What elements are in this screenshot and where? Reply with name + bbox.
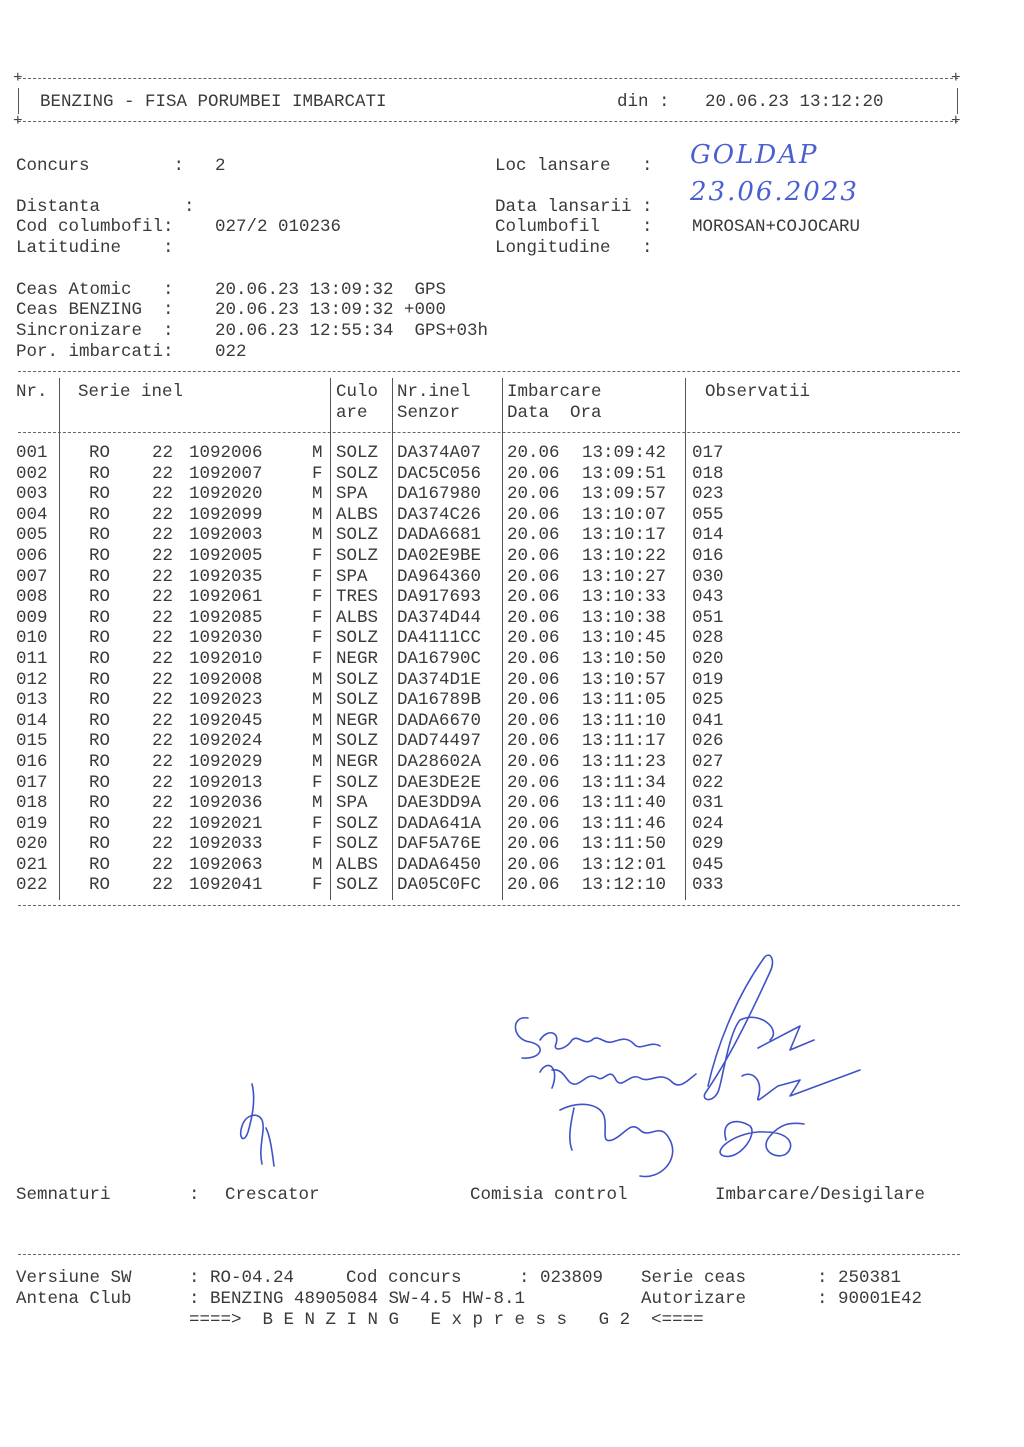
row-nr: 011: [16, 648, 48, 669]
ring-year: 22: [152, 607, 174, 628]
header-nr: Nr.: [16, 382, 48, 402]
observation: 022: [692, 772, 724, 793]
ring-country: RO: [89, 854, 111, 875]
observation: 020: [692, 648, 724, 669]
pigeon-color: SOLZ: [336, 875, 379, 896]
sensor-id: DAE3DE2E: [397, 772, 482, 793]
pigeon-color: SOLZ: [336, 525, 379, 546]
pigeon-color: SOLZ: [336, 669, 379, 690]
pigeon-sex: F: [312, 607, 323, 628]
cod-concurs-value: : 023809: [519, 1268, 604, 1288]
ring-year: 22: [152, 834, 174, 855]
embark-time: 13:11:34: [582, 772, 667, 793]
ring-year: 22: [152, 443, 174, 463]
row-nr: 004: [16, 504, 48, 525]
embark-time: 13:10:27: [582, 566, 667, 587]
embark-time: 13:09:57: [582, 484, 667, 505]
distanta-label: Distanta :: [16, 197, 195, 217]
ring-year: 22: [152, 772, 174, 793]
ring-number: 1092024: [189, 731, 263, 752]
embark-time: 13:12:01: [582, 854, 667, 875]
header-serie-inel: Serie inel: [78, 382, 184, 402]
pigeon-sex: M: [312, 525, 323, 546]
ceas-benzing-value: 20.06.23 13:09:32 +000: [215, 300, 447, 320]
embark-time: 13:11:46: [582, 813, 667, 834]
ring-year: 22: [152, 731, 174, 752]
embark-date: 20.06: [507, 731, 560, 752]
pigeon-sex: F: [312, 545, 323, 566]
ring-country: RO: [89, 690, 111, 711]
benzing-banner: ====> B E N Z I N G E x p r e s s G 2 <====: [189, 1310, 704, 1330]
embark-time: 13:11:40: [582, 793, 667, 814]
embark-date: 20.06: [507, 443, 560, 463]
ring-year: 22: [152, 545, 174, 566]
embark-time: 13:11:50: [582, 834, 667, 855]
pigeon-color: ALBS: [336, 607, 379, 628]
ring-country: RO: [89, 731, 111, 752]
observation: 017: [692, 443, 724, 463]
pigeon-color: SOLZ: [336, 463, 379, 484]
ring-number: 1092085: [189, 607, 263, 628]
embark-date: 20.06: [507, 525, 560, 546]
observation: 027: [692, 751, 724, 772]
header-nr-inel: Nr.inel: [397, 382, 471, 402]
observation: 055: [692, 504, 724, 525]
row-nr: 018: [16, 793, 48, 814]
row-nr: 010: [16, 628, 48, 649]
ring-number: 1092006: [189, 443, 263, 463]
observation: 030: [692, 566, 724, 587]
sensor-id: DA28602A: [397, 751, 482, 772]
sensor-id: DA917693: [397, 587, 482, 608]
por-imbarcati-label: Por. imbarcati:: [16, 342, 174, 362]
embark-date: 20.06: [507, 813, 560, 834]
ceas-atomic-value: 20.06.23 13:09:32 GPS: [215, 280, 447, 300]
ring-number: 1092020: [189, 484, 263, 505]
observation: 023: [692, 484, 724, 505]
ring-country: RO: [89, 607, 111, 628]
pigeon-sex: F: [312, 772, 323, 793]
pigeon-sex: F: [312, 834, 323, 855]
cod-columbofil-value: 027/2 010236: [215, 217, 342, 237]
embark-time: 13:10:38: [582, 607, 667, 628]
din-label: din :: [617, 92, 670, 112]
ring-number: 1092099: [189, 504, 263, 525]
pigeon-color: SOLZ: [336, 731, 379, 752]
embark-date: 20.06: [507, 463, 560, 484]
observation: 019: [692, 669, 724, 690]
ring-number: 1092041: [189, 875, 263, 896]
row-nr: 020: [16, 834, 48, 855]
loc-lansare-handwritten: GOLDAP: [690, 140, 819, 170]
pigeon-sex: F: [312, 566, 323, 587]
ring-country: RO: [89, 793, 111, 814]
concurs-label: Concurs :: [16, 156, 185, 176]
ring-number: 1092021: [189, 813, 263, 834]
sincronizare-label: Sincronizare :: [16, 321, 174, 341]
ring-number: 1092003: [189, 525, 263, 546]
ring-number: 1092007: [189, 463, 263, 484]
row-nr: 009: [16, 607, 48, 628]
ring-country: RO: [89, 772, 111, 793]
pigeon-sex: F: [312, 463, 323, 484]
observation: 016: [692, 545, 724, 566]
observation: 025: [692, 690, 724, 711]
embark-date: 20.06: [507, 628, 560, 649]
observation: 014: [692, 525, 724, 546]
ring-year: 22: [152, 566, 174, 587]
ring-year: 22: [152, 793, 174, 814]
header-imbarcare: Imbarcare: [507, 382, 602, 402]
ring-number: 1092061: [189, 587, 263, 608]
concurs-value: 2: [215, 156, 226, 176]
pigeon-sex: M: [312, 443, 323, 463]
row-nr: 021: [16, 854, 48, 875]
pigeon-sex: F: [312, 875, 323, 896]
ring-number: 1092005: [189, 545, 263, 566]
embark-date: 20.06: [507, 484, 560, 505]
pigeon-color: TRES: [336, 587, 379, 608]
ring-country: RO: [89, 875, 111, 896]
pigeon-sex: F: [312, 587, 323, 608]
ring-number: 1092045: [189, 710, 263, 731]
pigeon-color: SPA: [336, 566, 368, 587]
pigeon-sex: M: [312, 669, 323, 690]
versiune-label: Versiune SW: [16, 1268, 132, 1288]
embark-time: 13:11:23: [582, 751, 667, 772]
ring-country: RO: [89, 525, 111, 546]
embark-time: 13:09:42: [582, 443, 667, 463]
embark-date: 20.06: [507, 669, 560, 690]
embark-date: 20.06: [507, 545, 560, 566]
ring-year: 22: [152, 690, 174, 711]
embark-date: 20.06: [507, 648, 560, 669]
embark-date: 20.06: [507, 690, 560, 711]
row-nr: 002: [16, 463, 48, 484]
observation: 033: [692, 875, 724, 896]
row-nr: 012: [16, 669, 48, 690]
sincronizare-value: 20.06.23 12:55:34 GPS+03h: [215, 321, 489, 341]
corner-mark: +: [951, 112, 961, 130]
cod-columbofil-label: Cod columbofil:: [16, 217, 174, 237]
embark-time: 13:10:07: [582, 504, 667, 525]
antena-label: Antena Club: [16, 1289, 132, 1309]
observation: 024: [692, 813, 724, 834]
header-data-ora: Data Ora: [507, 403, 602, 423]
versiune-value: : RO-04.24: [189, 1268, 295, 1288]
pigeon-sex: M: [312, 710, 323, 731]
header-culoare: Culo: [336, 382, 379, 402]
observation: 026: [692, 731, 724, 752]
pigeon-color: ALBS: [336, 504, 379, 525]
ring-year: 22: [152, 463, 174, 484]
ring-number: 1092033: [189, 834, 263, 855]
pigeon-color: SOLZ: [336, 690, 379, 711]
embark-date: 20.06: [507, 710, 560, 731]
observation: 051: [692, 607, 724, 628]
embark-date: 20.06: [507, 751, 560, 772]
embark-date: 20.06: [507, 854, 560, 875]
ring-year: 22: [152, 813, 174, 834]
embark-date: 20.06: [507, 875, 560, 896]
embark-date: 20.06: [507, 504, 560, 525]
pigeon-color: SOLZ: [336, 628, 379, 649]
ring-year: 22: [152, 628, 174, 649]
document-title: BENZING - FISA PORUMBEI IMBARCATI: [40, 92, 387, 112]
observation: 031: [692, 793, 724, 814]
sensor-id: DA4111CC: [397, 628, 482, 649]
pigeon-color: SOLZ: [336, 545, 379, 566]
pigeon-sex: M: [312, 504, 323, 525]
loc-lansare-label: Loc lansare :: [495, 156, 653, 176]
imbarcare-desigilare-label: Imbarcare/Desigilare: [715, 1185, 926, 1205]
corner-mark: +: [13, 69, 23, 87]
header-senzor: Senzor: [397, 403, 461, 423]
embark-date: 20.06: [507, 587, 560, 608]
pigeon-color: SOLZ: [336, 443, 379, 463]
ring-number: 1092010: [189, 648, 263, 669]
observation: 041: [692, 710, 724, 731]
sensor-id: DAF5A76E: [397, 834, 482, 855]
data-lansarii-label: Data lansarii :: [495, 197, 653, 217]
sensor-id: DAC5C056: [397, 463, 482, 484]
semnaturi-label: Semnaturi: [16, 1185, 111, 1205]
pigeon-color: NEGR: [336, 648, 379, 669]
ring-country: RO: [89, 587, 111, 608]
pigeon-sex: M: [312, 854, 323, 875]
ring-year: 22: [152, 587, 174, 608]
row-nr: 003: [16, 484, 48, 505]
ring-country: RO: [89, 504, 111, 525]
ring-number: 1092030: [189, 628, 263, 649]
row-nr: 001: [16, 443, 48, 463]
antena-value: : BENZING 48905084 SW-4.5 HW-8.1: [189, 1289, 526, 1309]
autorizare-label: Autorizare: [641, 1289, 747, 1309]
sensor-id: DADA6670: [397, 710, 482, 731]
sensor-id: DA16789B: [397, 690, 482, 711]
sensor-id: DADA6681: [397, 525, 482, 546]
corner-mark: +: [951, 69, 961, 87]
observation: 018: [692, 463, 724, 484]
ceas-atomic-label: Ceas Atomic :: [16, 280, 174, 300]
ring-country: RO: [89, 566, 111, 587]
pigeon-sex: M: [312, 484, 323, 505]
row-nr: 017: [16, 772, 48, 793]
row-nr: 016: [16, 751, 48, 772]
columbofil-label: Columbofil :: [495, 217, 653, 237]
row-nr: 013: [16, 690, 48, 711]
sensor-id: DA05C0FC: [397, 875, 482, 896]
row-nr: 006: [16, 545, 48, 566]
ring-country: RO: [89, 443, 111, 463]
pigeon-color: ALBS: [336, 854, 379, 875]
ring-year: 22: [152, 854, 174, 875]
serie-ceas-label: Serie ceas: [641, 1268, 747, 1288]
ring-country: RO: [89, 751, 111, 772]
embark-date: 20.06: [507, 772, 560, 793]
ceas-benzing-label: Ceas BENZING :: [16, 300, 174, 320]
pigeon-sex: M: [312, 690, 323, 711]
row-nr: 005: [16, 525, 48, 546]
observation: 028: [692, 628, 724, 649]
sensor-id: DA374A07: [397, 443, 482, 463]
sensor-id: DADA6450: [397, 854, 482, 875]
embark-date: 20.06: [507, 607, 560, 628]
row-nr: 019: [16, 813, 48, 834]
header-culoare: are: [336, 403, 368, 423]
embark-time: 13:10:45: [582, 628, 667, 649]
embark-time: 13:12:10: [582, 875, 667, 896]
observation: 045: [692, 854, 724, 875]
header-observatii: Observatii: [705, 382, 811, 402]
cod-concurs-label: Cod concurs: [346, 1268, 462, 1288]
pigeon-sex: M: [312, 751, 323, 772]
sensor-id: DA02E9BE: [397, 545, 482, 566]
ring-year: 22: [152, 484, 174, 505]
sensor-id: DAD74497: [397, 731, 482, 752]
corner-mark: +: [13, 112, 23, 130]
autorizare-value: : 90001E42: [817, 1289, 923, 1309]
ring-number: 1092029: [189, 751, 263, 772]
ring-number: 1092008: [189, 669, 263, 690]
embark-time: 13:10:22: [582, 545, 667, 566]
pigeon-color: SOLZ: [336, 772, 379, 793]
embark-time: 13:11:05: [582, 690, 667, 711]
ring-year: 22: [152, 648, 174, 669]
row-nr: 008: [16, 587, 48, 608]
ring-year: 22: [152, 525, 174, 546]
observation: 029: [692, 834, 724, 855]
ring-number: 1092035: [189, 566, 263, 587]
ring-number: 1092063: [189, 854, 263, 875]
crescator-label: Crescator: [225, 1185, 320, 1205]
ring-country: RO: [89, 710, 111, 731]
ring-year: 22: [152, 751, 174, 772]
observation: 043: [692, 587, 724, 608]
embark-date: 20.06: [507, 566, 560, 587]
sensor-id: DA964360: [397, 566, 482, 587]
pigeon-sex: M: [312, 793, 323, 814]
pigeon-color: SOLZ: [336, 813, 379, 834]
footer-separator: [18, 1254, 960, 1255]
ring-country: RO: [89, 834, 111, 855]
comisia-control-label: Comisia control: [470, 1185, 628, 1205]
ring-number: 1092023: [189, 690, 263, 711]
pigeon-color: SPA: [336, 793, 368, 814]
embark-time: 13:09:51: [582, 463, 667, 484]
row-nr: 015: [16, 731, 48, 752]
ring-country: RO: [89, 648, 111, 669]
ring-year: 22: [152, 710, 174, 731]
sensor-id: DAE3DD9A: [397, 793, 482, 814]
por-imbarcati-value: 022: [215, 342, 247, 362]
ring-year: 22: [152, 669, 174, 690]
ring-year: 22: [152, 504, 174, 525]
pigeon-color: NEGR: [336, 751, 379, 772]
sensor-id: DA167980: [397, 484, 482, 505]
embark-date: 20.06: [507, 793, 560, 814]
row-nr: 014: [16, 710, 48, 731]
pigeon-color: SOLZ: [336, 834, 379, 855]
pigeon-color: NEGR: [336, 710, 379, 731]
serie-ceas-value: : 250381: [817, 1268, 902, 1288]
embark-date: 20.06: [507, 834, 560, 855]
latitudine-label: Latitudine :: [16, 238, 174, 258]
embark-time: 13:10:33: [582, 587, 667, 608]
ring-country: RO: [89, 463, 111, 484]
data-lansarii-handwritten: 23.06.2023: [690, 177, 859, 207]
sensor-id: DADA641A: [397, 813, 482, 834]
ring-country: RO: [89, 628, 111, 649]
din-value: 20.06.23 13:12:20: [705, 92, 884, 112]
semnaturi-colon: :: [189, 1185, 200, 1205]
pigeon-sex: F: [312, 813, 323, 834]
sensor-id: DA16790C: [397, 648, 482, 669]
row-nr: 022: [16, 875, 48, 896]
pigeon-sex: F: [312, 628, 323, 649]
embark-time: 13:10:57: [582, 669, 667, 690]
ring-number: 1092013: [189, 772, 263, 793]
pigeon-sex: F: [312, 648, 323, 669]
pigeon-color: SPA: [336, 484, 368, 505]
embark-time: 13:10:17: [582, 525, 667, 546]
ring-country: RO: [89, 545, 111, 566]
sensor-id: DA374D44: [397, 607, 482, 628]
embark-time: 13:11:17: [582, 731, 667, 752]
ring-country: RO: [89, 813, 111, 834]
sensor-id: DA374C26: [397, 504, 482, 525]
sensor-id: DA374D1E: [397, 669, 482, 690]
ring-country: RO: [89, 484, 111, 505]
embark-time: 13:10:50: [582, 648, 667, 669]
ring-country: RO: [89, 669, 111, 690]
columbofil-value: MOROSAN+COJOCARU: [692, 217, 861, 237]
row-nr: 007: [16, 566, 48, 587]
ring-number: 1092036: [189, 793, 263, 814]
longitudine-label: Longitudine :: [495, 238, 653, 258]
ring-year: 22: [152, 875, 174, 896]
embark-time: 13:11:10: [582, 710, 667, 731]
pigeon-sex: M: [312, 731, 323, 752]
